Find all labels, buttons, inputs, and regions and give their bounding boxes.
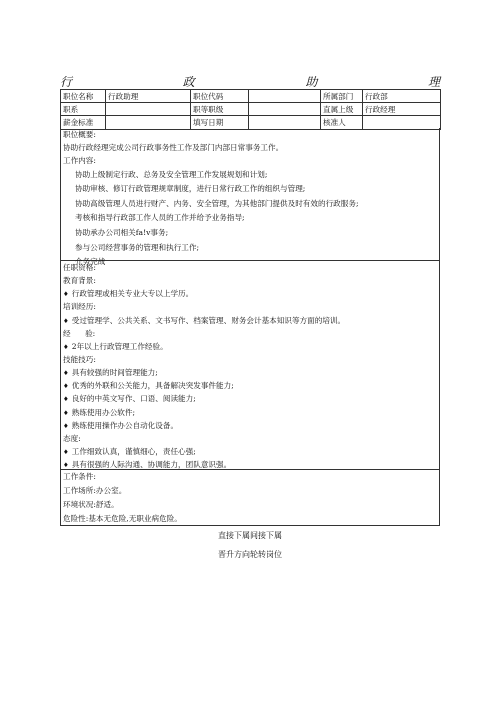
duty-item: 协助审核、修订行政管理规章制度，进行日常行政工作的组织与管理;: [75, 184, 306, 194]
experience-label: 经 验:: [63, 328, 96, 338]
table-row: [61, 90, 441, 103]
duty-item: 协助承办公司相关fa!v事务;: [75, 227, 169, 237]
skill-item: ♦ 熟练使用办公软件;: [61, 406, 439, 419]
table-cell: 职系: [61, 103, 106, 116]
skill-item: ♦ 良好的中英文写作、口语、阅读能力;: [61, 392, 439, 405]
skills-label: 技能技巧:: [63, 355, 96, 365]
table-cell: 职位代码: [191, 90, 249, 103]
attitude-item: ♦ 工作细致认真，谨慎细心，责任心强;: [61, 445, 439, 458]
table-cell: 直属上级: [321, 103, 363, 116]
table-cell: 职位名称: [61, 90, 106, 103]
table-cell: 行政助理: [106, 90, 191, 103]
table-cell: 所属部门: [321, 90, 363, 103]
duty-item: 参与公司经营事务的管理和执行工作;: [75, 242, 200, 252]
table-cell: [249, 103, 321, 116]
attitude-item: ♦ 具有很强的人际沟通、协调能力，团队意识强。: [61, 458, 439, 471]
document-title: [60, 74, 440, 90]
table-cell: 行政部: [363, 90, 441, 103]
education-label: 教育背景:: [63, 276, 96, 286]
attitude-label: 态度:: [63, 433, 81, 443]
skill-item: ♦ 优秀的外联和公关能力，具备解决突发事件能力;: [61, 379, 439, 392]
experience-item: ♦ 2年以上行政管理工作经验。: [61, 340, 439, 353]
table-cell: 薪金标准: [61, 116, 106, 129]
training-label: 培训经历:: [63, 302, 96, 312]
table-row: [61, 103, 441, 116]
table-cell: 核准人: [321, 116, 363, 129]
skill-item: ♦ 熟练使用操作办公自动化设备。: [61, 419, 439, 432]
qualifications-label: 任职资格:: [63, 263, 96, 272]
summary-text: 协助行政经理完成公司行政事务性工作及部门内部日常事务工作。: [63, 143, 284, 153]
work-place: 工作场所:办公室。: [63, 486, 127, 495]
skill-item: ♦ 具有较强的时间管理能力;: [61, 366, 439, 379]
job-info-table: [60, 89, 441, 130]
summary-section: [60, 128, 440, 267]
training-item: ♦ 受过管理学、公共关系、文书写作、档案管理、财务会计基本知识等方面的培训。: [61, 314, 439, 327]
work-environment: 环境状况:舒适。: [63, 500, 119, 509]
title-char: 理: [427, 75, 440, 89]
table-cell: [249, 90, 321, 103]
qualifications-section: [60, 261, 440, 470]
table-cell: 填写日期: [191, 116, 249, 129]
title-char: 政: [182, 75, 195, 89]
title-char: 行: [60, 75, 73, 89]
duty-item: 协助高级管理人员进行财产、内务、安全管理，为其他部门提供及时有效的行政服务;: [75, 198, 359, 208]
subordinates-line: 直接下属间接下属: [218, 531, 282, 540]
conditions-label: 工作条件:: [63, 472, 96, 481]
duty-item: 介务完战: [75, 257, 106, 267]
table-cell: 行政经理: [363, 103, 441, 116]
work-risk: 危险性:基本无危险,无职业病危险。: [63, 514, 182, 523]
table-cell: 职等职级: [191, 103, 249, 116]
title-char: 助: [305, 75, 318, 89]
promotion-line: 晋升方向轮转岗位: [218, 550, 282, 559]
table-cell: [106, 103, 191, 116]
summary-label: 职位概要:: [63, 130, 96, 139]
duties-label: 工作内容:: [63, 156, 96, 166]
duty-item: 协助上级制定行政、总务及安全管理工作发展规划和计划;: [75, 169, 268, 179]
duty-item: 考核和指导行政部工作人员的工作并给予业务指导;: [75, 213, 245, 223]
conditions-section: [60, 470, 440, 526]
education-item: ♦ 行政管理或相关专业大专以上学历。: [61, 287, 439, 300]
